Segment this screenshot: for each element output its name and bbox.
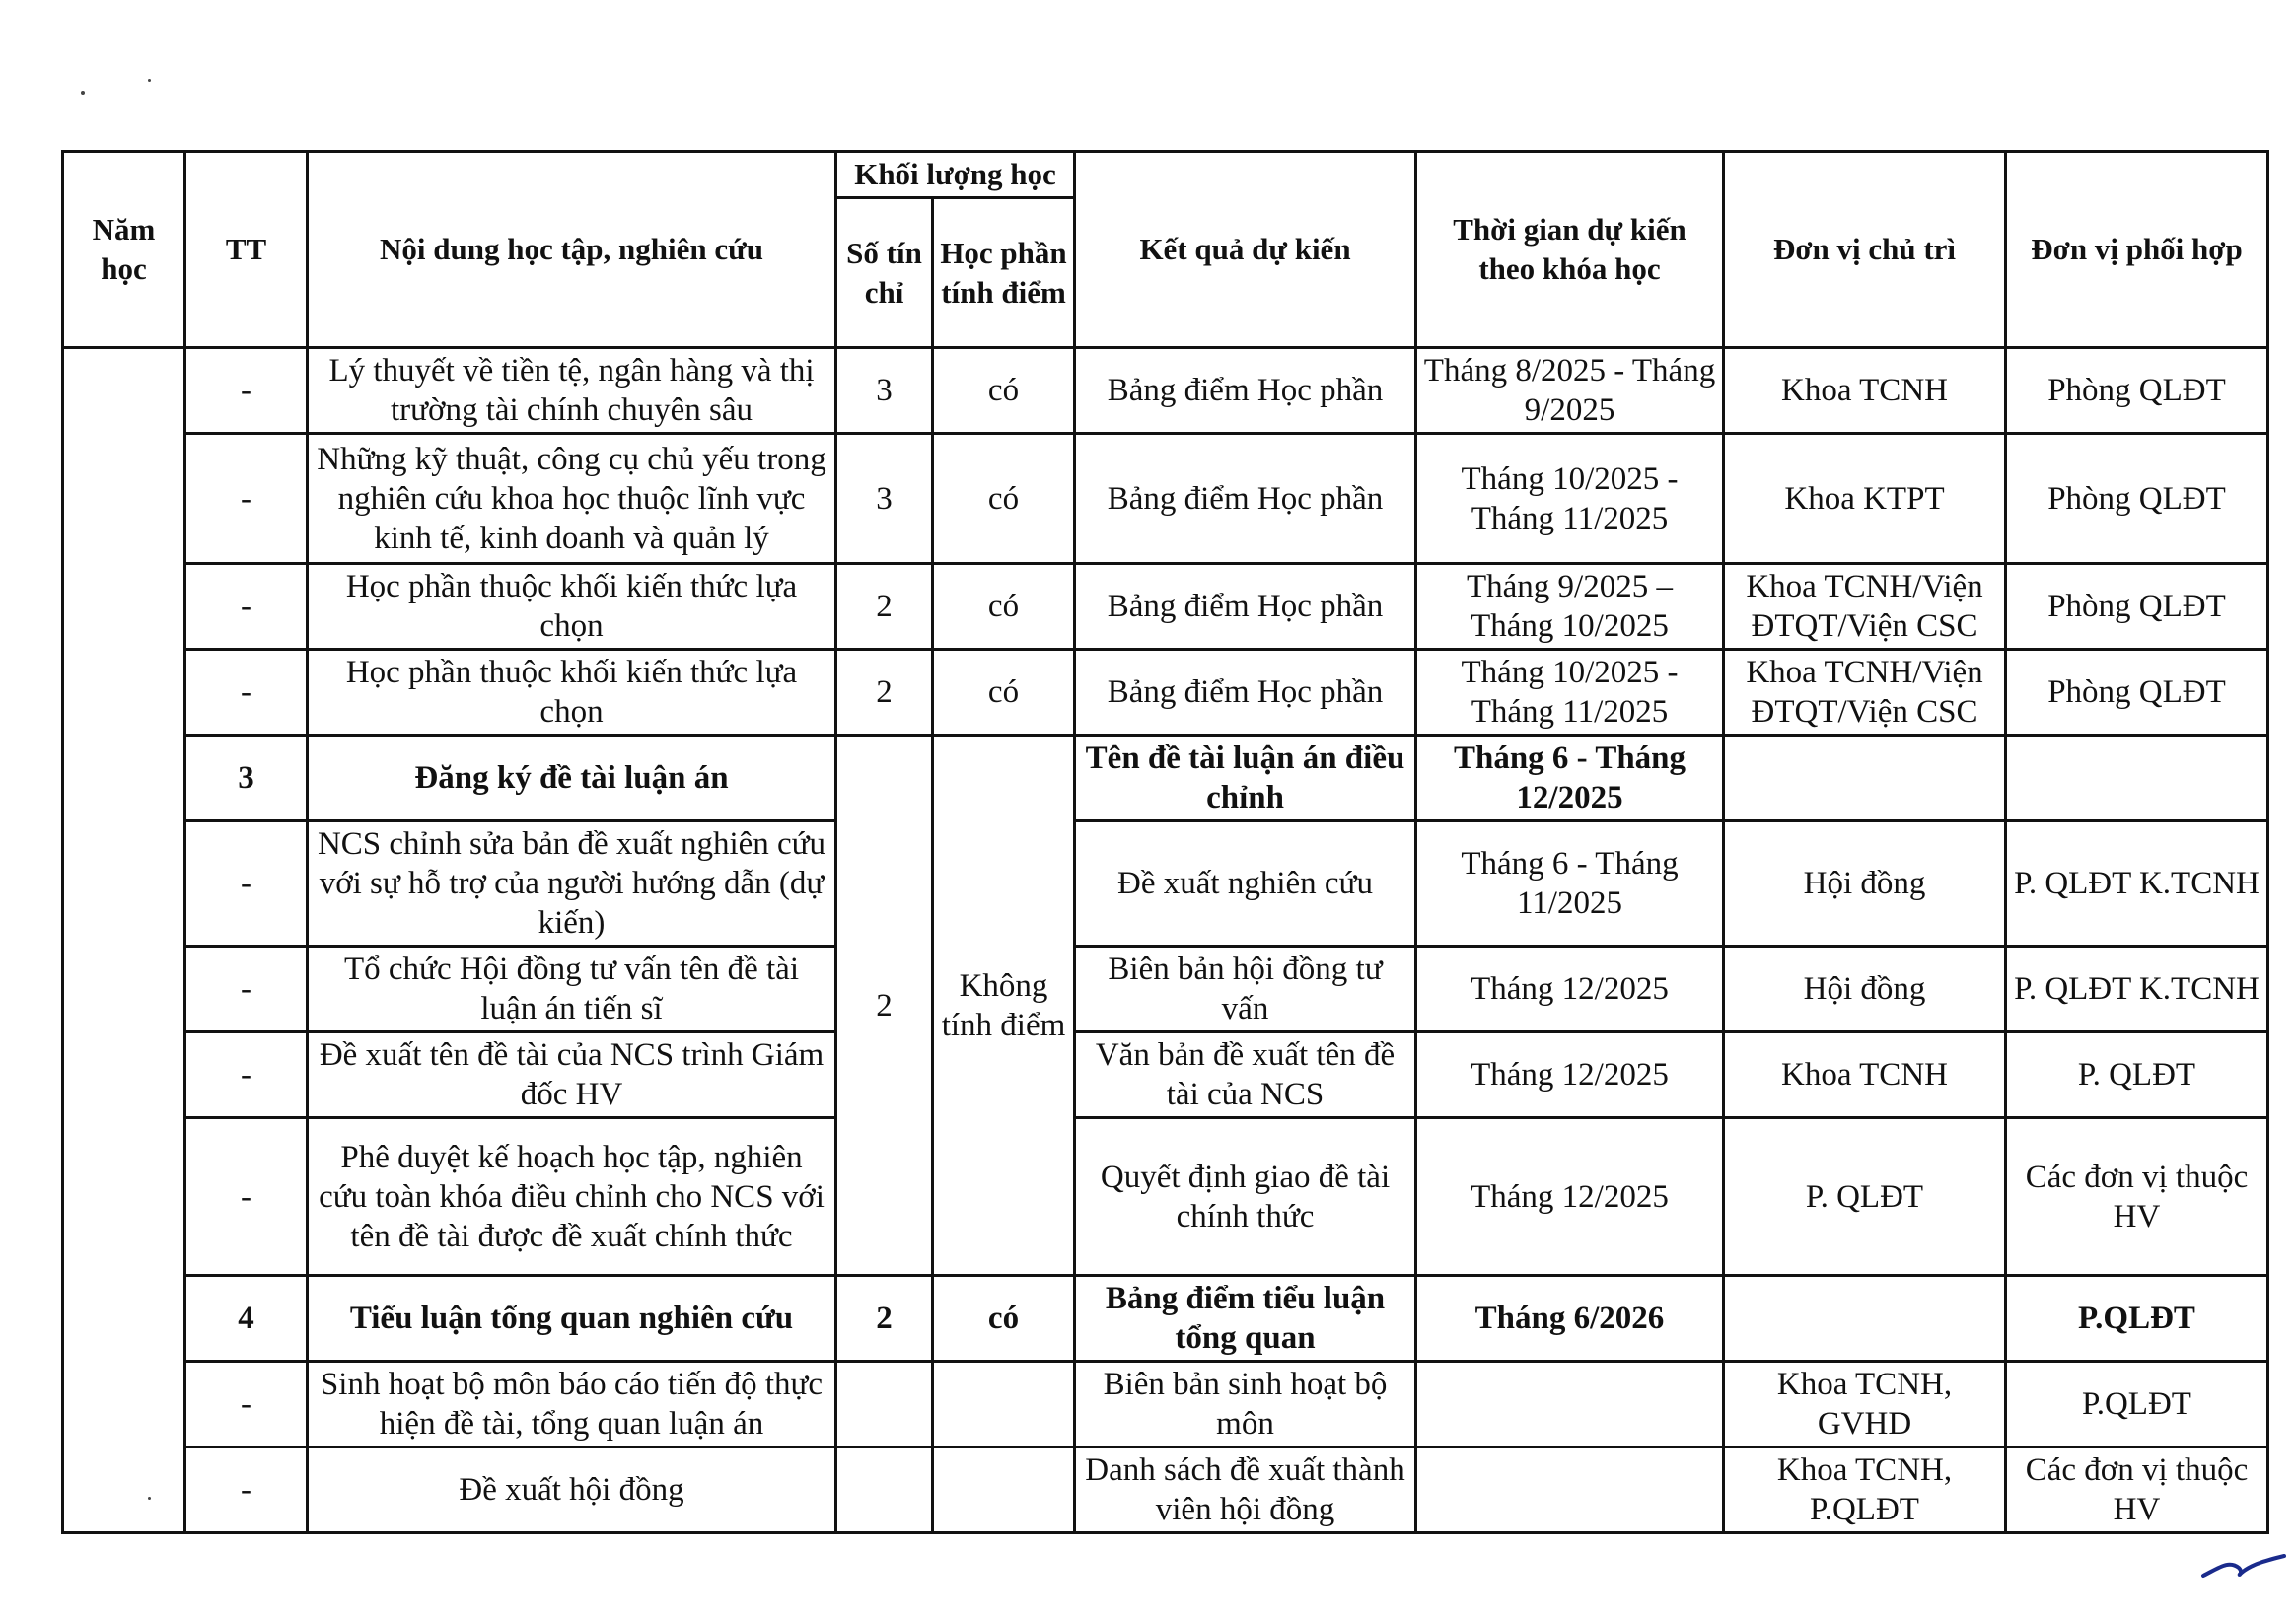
row-content: Những kỹ thuật, công cụ chủ yếu trong nghiên cứu khoa học thuộc lĩnh vực kinh tế, kinh doanh và quản lý: [308, 434, 836, 564]
row-lead: Hội đồng: [1724, 821, 2006, 947]
section4-graded: có: [933, 1276, 1075, 1362]
row-time: [1416, 1447, 1724, 1533]
section4-credits: 2: [836, 1276, 933, 1362]
section3-credits: 2: [836, 736, 933, 1276]
scan-speck: [81, 91, 85, 95]
row-credits: [836, 1362, 933, 1447]
row-time: Tháng 6 - Tháng 11/2025: [1416, 821, 1724, 947]
section-row: [63, 1276, 2268, 1362]
row-time: Tháng 12/2025: [1416, 1118, 1724, 1276]
year-cell: [63, 348, 185, 1533]
row-content: Phê duyệt kế hoạch học tập, nghiên cứu toàn khóa điều chỉnh cho NCS với tên đề tài được đề xuất chính thức: [308, 1118, 836, 1276]
row-lead: Khoa KTPT: [1724, 434, 2006, 564]
row-result: Văn bản đề xuất tên đề tài của NCS: [1075, 1032, 1416, 1118]
row-partner: Phòng QLĐT: [2006, 434, 2268, 564]
row-time: Tháng 9/2025 – Tháng 10/2025: [1416, 564, 1724, 650]
header-time: Thời gian dự kiến theo khóa học: [1416, 152, 1724, 348]
header-graded: Học phần tính điểm: [933, 198, 1075, 348]
row-lead: Khoa TCNH/Viện ĐTQT/Viện CSC: [1724, 564, 2006, 650]
row-content: Đề xuất hội đồng: [308, 1447, 836, 1533]
row-lead: Khoa TCNH/Viện ĐTQT/Viện CSC: [1724, 650, 2006, 736]
row-result: Bảng điểm Học phần: [1075, 434, 1416, 564]
table-row: [63, 1362, 2268, 1447]
row-credits: 2: [836, 650, 933, 736]
row-tt: -: [185, 1447, 308, 1533]
table-row: [63, 434, 2268, 564]
table-row: [63, 821, 2268, 947]
row-tt: -: [185, 947, 308, 1032]
section4-time: Tháng 6/2026: [1416, 1276, 1724, 1362]
section3-result: Tên đề tài luận án điều chỉnh: [1075, 736, 1416, 821]
row-lead: P. QLĐT: [1724, 1118, 2006, 1276]
row-graded: có: [933, 650, 1075, 736]
signature-mark: [2199, 1546, 2288, 1586]
row-time: Tháng 12/2025: [1416, 1032, 1724, 1118]
row-result: Quyết định giao đề tài chính thức: [1075, 1118, 1416, 1276]
row-graded: [933, 1362, 1075, 1447]
section3-time: Tháng 6 - Tháng 12/2025: [1416, 736, 1724, 821]
row-time: Tháng 10/2025 - Tháng 11/2025: [1416, 650, 1724, 736]
row-result: Đề xuất nghiên cứu: [1075, 821, 1416, 947]
section3-lead: [1724, 736, 2006, 821]
table-row: [63, 564, 2268, 650]
row-lead: Hội đồng: [1724, 947, 2006, 1032]
row-content: Lý thuyết về tiền tệ, ngân hàng và thị trường tài chính chuyên sâu: [308, 348, 836, 434]
table-row: [63, 1118, 2268, 1276]
row-content: Đề xuất tên đề tài của NCS trình Giám đốc HV: [308, 1032, 836, 1118]
row-tt: -: [185, 434, 308, 564]
row-time: Tháng 10/2025 - Tháng 11/2025: [1416, 434, 1724, 564]
row-result: Bảng điểm Học phần: [1075, 650, 1416, 736]
section3-graded: Không tính điểm: [933, 736, 1075, 1276]
row-result: Bảng điểm Học phần: [1075, 564, 1416, 650]
row-partner: P. QLĐT: [2006, 1032, 2268, 1118]
row-result: Danh sách đề xuất thành viên hội đồng: [1075, 1447, 1416, 1533]
section4-partner: P.QLĐT: [2006, 1276, 2268, 1362]
row-graded: có: [933, 564, 1075, 650]
row-content: Sinh hoạt bộ môn báo cáo tiến độ thực hiện đề tài, tổng quan luận án: [308, 1362, 836, 1447]
row-content: Học phần thuộc khối kiến thức lựa chọn: [308, 564, 836, 650]
table-row: [63, 650, 2268, 736]
header-result: Kết quả dự kiến: [1075, 152, 1416, 348]
row-lead: Khoa TCNH, P.QLĐT: [1724, 1447, 2006, 1533]
section4-lead: [1724, 1276, 2006, 1362]
row-credits: 3: [836, 348, 933, 434]
row-partner: Phòng QLĐT: [2006, 564, 2268, 650]
row-partner: Phòng QLĐT: [2006, 348, 2268, 434]
row-tt: -: [185, 1362, 308, 1447]
row-tt: -: [185, 650, 308, 736]
header-tt: TT: [185, 152, 308, 348]
header-lead: Đơn vị chủ trì: [1724, 152, 2006, 348]
row-partner: Các đơn vị thuộc HV: [2006, 1447, 2268, 1533]
scan-speck: [148, 79, 151, 82]
header-year: Năm học: [63, 152, 185, 348]
row-graded: có: [933, 434, 1075, 564]
header-row: [63, 152, 2268, 198]
row-lead: Khoa TCNH, GVHD: [1724, 1362, 2006, 1447]
study-plan-table: [61, 150, 2269, 1534]
section4-content: Tiểu luận tổng quan nghiên cứu: [308, 1276, 836, 1362]
row-tt: -: [185, 348, 308, 434]
row-graded: [933, 1447, 1075, 1533]
row-tt: -: [185, 1032, 308, 1118]
row-content: Học phần thuộc khối kiến thức lựa chọn: [308, 650, 836, 736]
row-time: Tháng 12/2025: [1416, 947, 1724, 1032]
header-workload: Khối lượng học: [836, 152, 1075, 198]
section4-tt: 4: [185, 1276, 308, 1362]
row-result: Biên bản sinh hoạt bộ môn: [1075, 1362, 1416, 1447]
section3-tt: 3: [185, 736, 308, 821]
row-lead: Khoa TCNH: [1724, 1032, 2006, 1118]
row-time: Tháng 8/2025 - Tháng 9/2025: [1416, 348, 1724, 434]
row-partner: P.QLĐT: [2006, 1362, 2268, 1447]
row-tt: -: [185, 1118, 308, 1276]
table-row: [63, 1032, 2268, 1118]
section4-result: Bảng điểm tiểu luận tổng quan: [1075, 1276, 1416, 1362]
row-credits: 2: [836, 564, 933, 650]
row-credits: [836, 1447, 933, 1533]
section3-content: Đăng ký đề tài luận án: [308, 736, 836, 821]
table-row: [63, 1447, 2268, 1533]
row-content: Tổ chức Hội đồng tư vấn tên đề tài luận án tiến sĩ: [308, 947, 836, 1032]
section-row: [63, 736, 2268, 821]
row-partner: Phòng QLĐT: [2006, 650, 2268, 736]
row-tt: -: [185, 564, 308, 650]
table-row: [63, 348, 2268, 434]
row-partner: Các đơn vị thuộc HV: [2006, 1118, 2268, 1276]
row-partner: P. QLĐT K.TCNH: [2006, 947, 2268, 1032]
table-row: [63, 947, 2268, 1032]
header-content: Nội dung học tập, nghiên cứu: [308, 152, 836, 348]
row-time: [1416, 1362, 1724, 1447]
section3-partner: [2006, 736, 2268, 821]
row-result: Bảng điểm Học phần: [1075, 348, 1416, 434]
row-tt: -: [185, 821, 308, 947]
row-result: Biên bản hội đồng tư vấn: [1075, 947, 1416, 1032]
row-content: NCS chỉnh sửa bản đề xuất nghiên cứu với sự hỗ trợ của người hướng dẫn (dự kiến): [308, 821, 836, 947]
row-credits: 3: [836, 434, 933, 564]
header-credits: Số tín chỉ: [836, 198, 933, 348]
row-graded: có: [933, 348, 1075, 434]
row-lead: Khoa TCNH: [1724, 348, 2006, 434]
row-partner: P. QLĐT K.TCNH: [2006, 821, 2268, 947]
header-partner: Đơn vị phối hợp: [2006, 152, 2268, 348]
